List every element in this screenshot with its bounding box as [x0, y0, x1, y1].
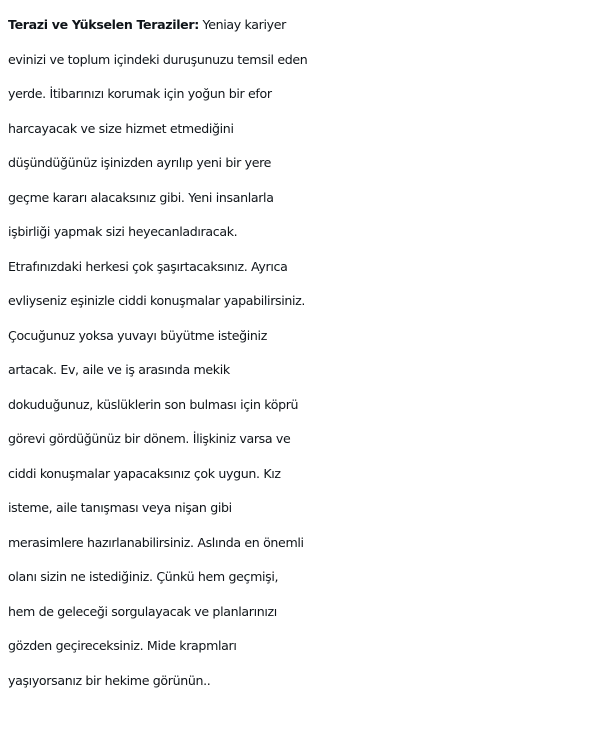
post-line: Çocuğunuz yoksa yuvayı büyütme isteğiniz [8, 327, 267, 343]
post-line: gözden geçireceksiniz. Mide krapmları [8, 638, 237, 653]
post-line: geçme kararı alacaksınız gibi. Yeni insanlarla [8, 189, 274, 205]
post-line: yerde. İtibarınızı korumak için yoğun bir efor [8, 86, 272, 101]
post-line: düşündüğünüz işinizden ayrılıp yeni bir yere [8, 155, 272, 170]
post-text [8, 8, 596, 698]
post-line: artacak. Ev, aile ve iş arasında mekik [8, 362, 230, 377]
post-line: işbirliği yapmak sizi heyecanladıracak. [8, 224, 238, 239]
post-line: evinizi ve toplum içindeki duruşunuzu temsil eden [8, 51, 308, 67]
post-line: dokuduğunuz, küslüklerin son bulması için köprü [8, 396, 299, 412]
post-line-text: Yeniay kariyer [198, 17, 286, 32]
post-line: Etrafınızdaki herkesi çok şaşırtacaksınız. Ayrıca [8, 258, 288, 274]
post-line: olanı sizin ne istediğiniz. Çünkü hem geçmişi, [8, 569, 279, 584]
post-line [8, 8, 596, 43]
post-line: görevi gördüğünüz bir dönem. İlişkiniz varsa ve [8, 431, 291, 446]
post-line: yaşıyorsanız bir hekime görünün.. [8, 672, 211, 688]
post-line: isteme, aile tanışması veya nişan gibi [8, 500, 232, 515]
post-line: evliyseniz eşinizle ciddi konuşmalar yapabilirsiniz. [8, 293, 306, 308]
post-line: hem de geleceği sorgulayacak ve planlarınızı [8, 603, 277, 619]
post-heading: Terazi ve Yükselen Teraziler: [8, 17, 199, 32]
post-line: harcayacak ve size hizmet etmediğini [8, 120, 234, 136]
post-line: merasimlere hazırlanabilirsiniz. Aslında en önemli [8, 534, 304, 550]
post-line: ciddi konuşmalar yapacaksınız çok uygun. Kız [8, 465, 281, 481]
